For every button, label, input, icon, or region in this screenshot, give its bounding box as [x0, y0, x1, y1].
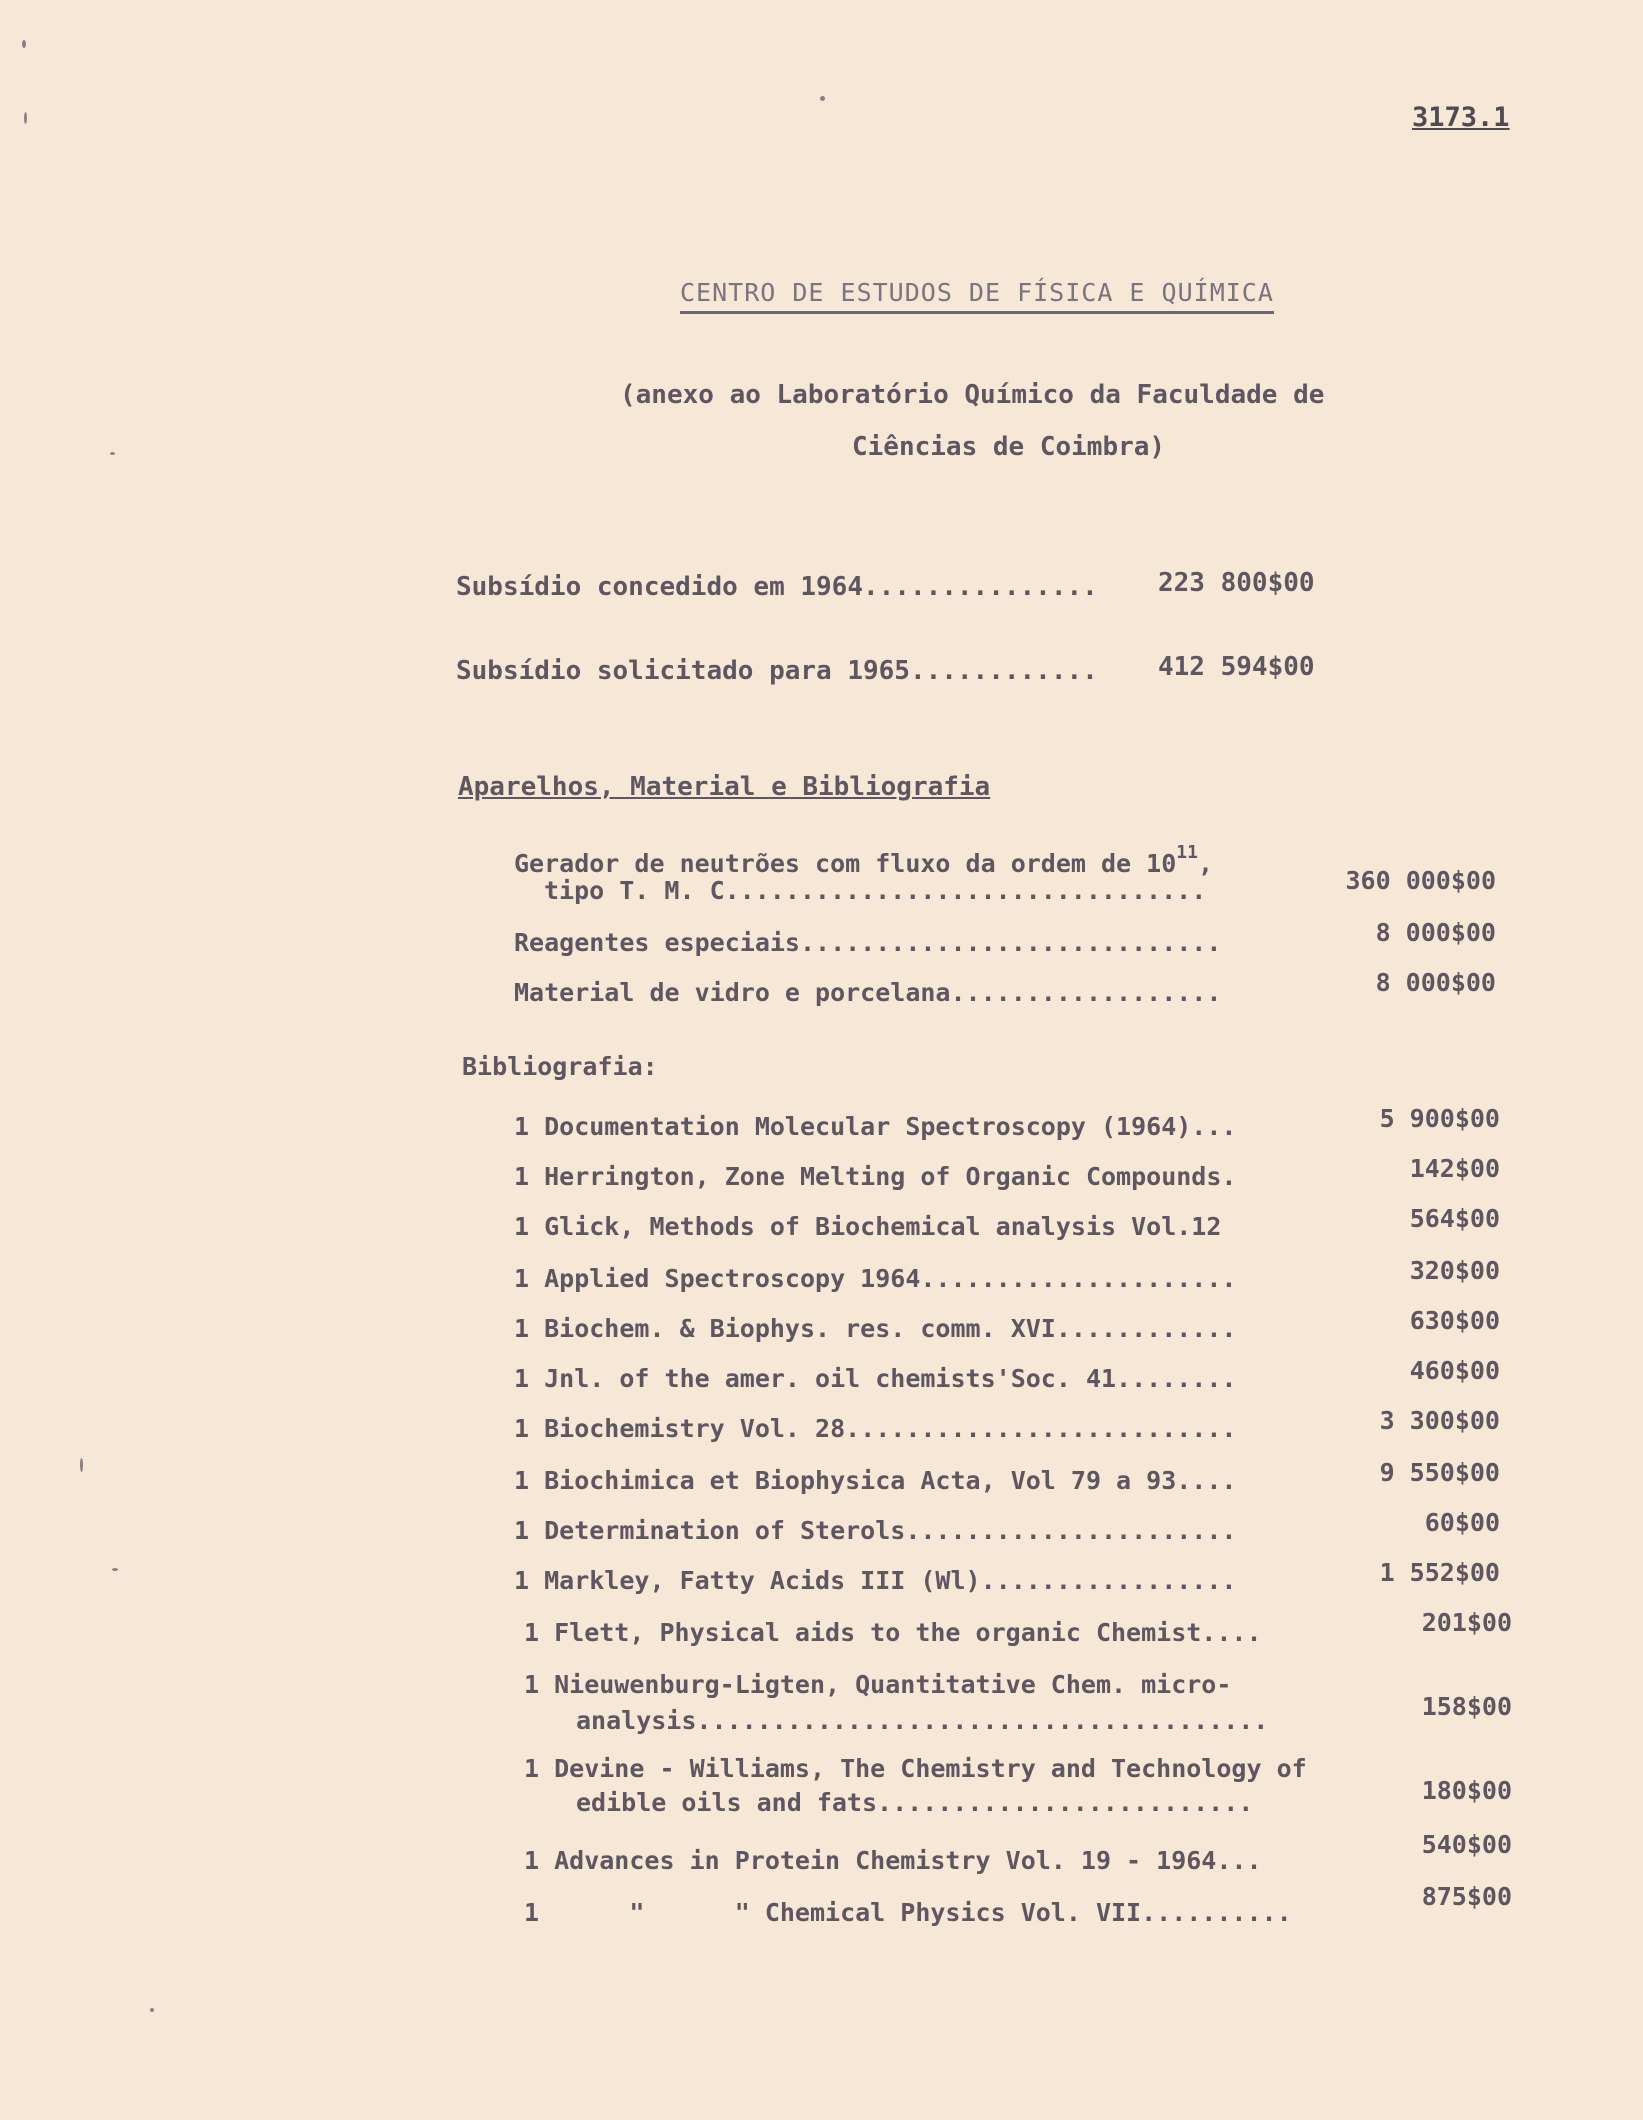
equipment-glass-label: Material de vidro e porcelana..................	[514, 978, 1222, 1007]
paper-speck	[820, 96, 825, 101]
book-amount: 540$00	[1421, 1830, 1512, 1859]
subsidy-granted-label: Subsídio concedido em 1964...............	[456, 572, 1098, 602]
equipment-glass-amount: 8 000$00	[1375, 968, 1496, 997]
paper-speck	[24, 112, 27, 124]
book-entry: 1 Determination of Sterols......................	[514, 1516, 1237, 1545]
book-amount: 3 300$00	[1379, 1406, 1500, 1435]
document-reference: 3173.1	[1412, 102, 1510, 133]
equipment-neutron-line1	[514, 842, 1213, 878]
book-entry: 1 Markley, Fatty Acids III (Wl).................	[514, 1566, 1237, 1595]
paper-speck	[150, 2008, 154, 2012]
equipment-reagents-amount: 8 000$00	[1375, 918, 1496, 947]
equipment-neutron-comma: ,	[1197, 849, 1214, 878]
exponent-superscript: 11	[1176, 842, 1198, 863]
book-amount: 5 900$00	[1379, 1104, 1500, 1133]
paper-speck	[80, 1458, 83, 1472]
equipment-neutron-amount: 360 000$00	[1345, 866, 1496, 895]
book-amount: 180$00	[1421, 1776, 1512, 1805]
book-amount: 158$00	[1421, 1692, 1512, 1721]
document-title: CENTRO DE ESTUDOS DE FÍSICA E QUÍMICA	[680, 278, 1274, 314]
section-heading: Aparelhos, Material e Bibliografia	[458, 772, 991, 802]
paper-speck	[110, 452, 115, 455]
book-entry: 1 Jnl. of the amer. oil chemists'Soc. 41........	[514, 1364, 1237, 1393]
subsidy-requested-label: Subsídio solicitado para 1965............	[456, 656, 1098, 686]
book-entry: 1 Biochem. & Biophys. res. comm. XVI............	[514, 1314, 1237, 1343]
book-amount: 1 552$00	[1379, 1558, 1500, 1587]
book-amount: 630$00	[1409, 1306, 1500, 1335]
equipment-neutron-text: Gerador de neutrões com fluxo da ordem de 10	[514, 849, 1177, 878]
bibliography-heading: Bibliografia:	[462, 1052, 658, 1081]
book-amount: 60$00	[1424, 1508, 1500, 1537]
subsidy-granted-amount: 223 800$00	[1158, 568, 1315, 598]
book-amount: 142$00	[1409, 1154, 1500, 1183]
equipment-reagents-label: Reagentes especiais............................	[514, 928, 1222, 957]
book-amount: 564$00	[1409, 1204, 1500, 1233]
book-entry: 1 Biochemistry Vol. 28..........................	[514, 1414, 1237, 1443]
subsidy-requested-amount: 412 594$00	[1158, 652, 1315, 682]
book-entry: 1 " " Chemical Physics Vol. VII..........	[524, 1898, 1292, 1927]
book-entry: 1 Flett, Physical aids to the organic Chemist....	[524, 1618, 1262, 1647]
book-entry-continuation: edible oils and fats.........................	[576, 1788, 1254, 1817]
book-entry: 1 Biochimica et Biophysica Acta, Vol 79 a 93....	[514, 1466, 1237, 1495]
paper-speck	[22, 40, 26, 48]
book-entry: 1 Applied Spectroscopy 1964.....................	[514, 1264, 1237, 1293]
book-entry: 1 Documentation Molecular Spectroscopy (1964)...	[514, 1112, 1237, 1141]
book-entry: 1 Advances in Protein Chemistry Vol. 19 - 1964...	[524, 1846, 1262, 1875]
book-amount: 320$00	[1409, 1256, 1500, 1285]
book-entry: 1 Nieuwenburg-Ligten, Quantitative Chem. micro-	[524, 1670, 1232, 1699]
subtitle-line-1: (anexo ao Laboratório Químico da Faculdade de	[620, 380, 1325, 410]
book-entry: 1 Herrington, Zone Melting of Organic Compounds.	[514, 1162, 1237, 1191]
subtitle-line-2: Ciências de Coimbra)	[852, 432, 1166, 462]
book-entry: 1 Glick, Methods of Biochemical analysis Vol.12	[514, 1212, 1222, 1241]
book-amount: 460$00	[1409, 1356, 1500, 1385]
book-amount: 9 550$00	[1379, 1458, 1500, 1487]
equipment-neutron-line2: tipo T. M. C................................	[544, 876, 1207, 905]
paper-speck	[112, 1568, 118, 1571]
book-amount: 875$00	[1421, 1882, 1512, 1911]
book-amount: 201$00	[1421, 1608, 1512, 1637]
book-entry-continuation: analysis......................................	[576, 1706, 1269, 1735]
book-entry: 1 Devine - Williams, The Chemistry and Technology of	[524, 1754, 1307, 1783]
